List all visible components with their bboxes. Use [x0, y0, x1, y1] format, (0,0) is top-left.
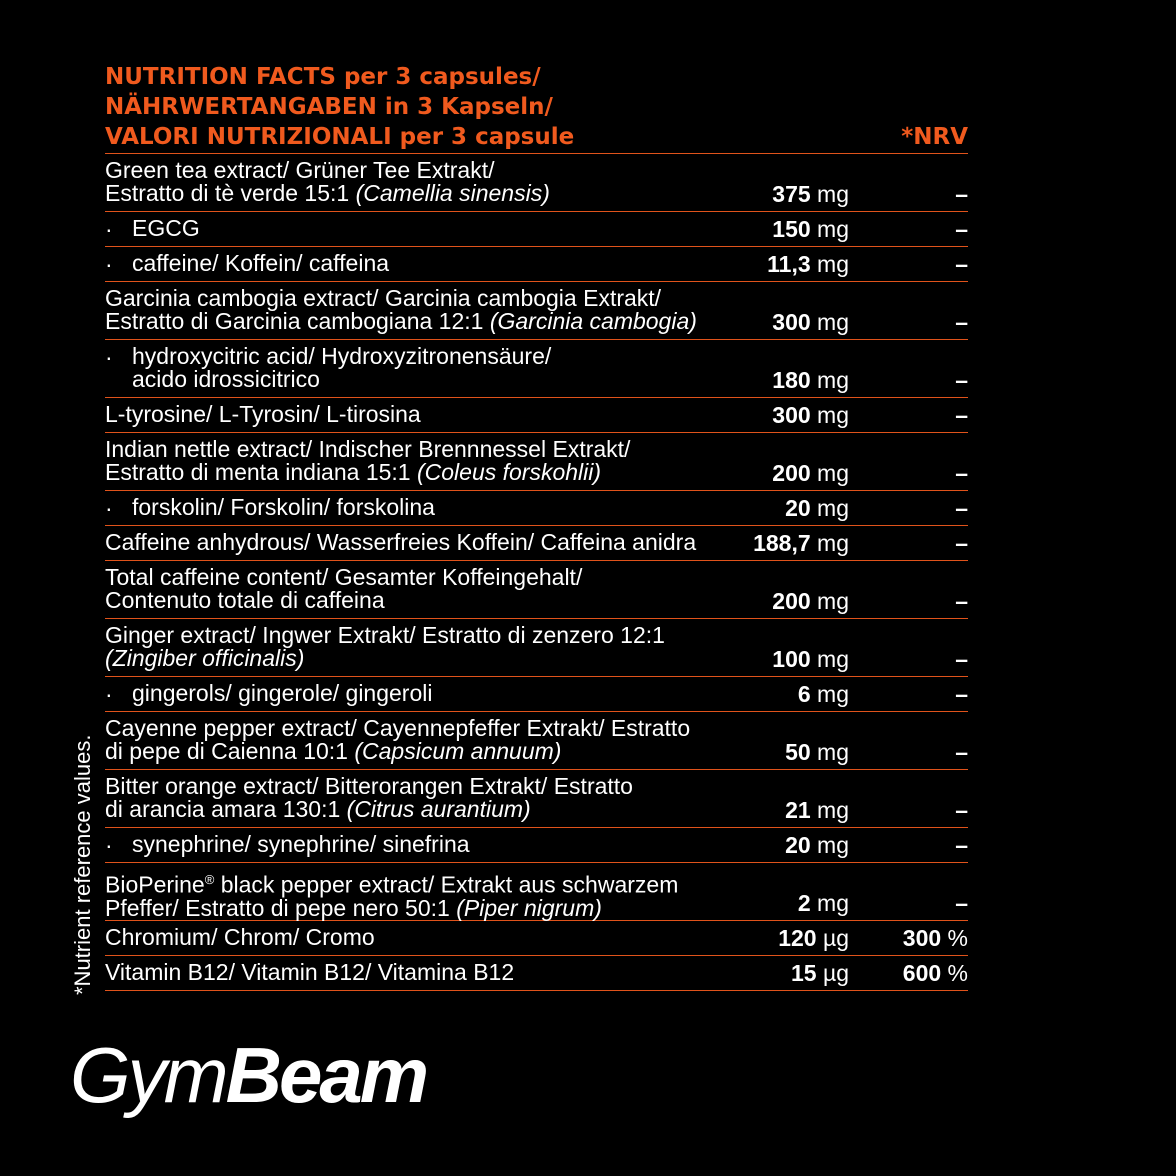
row-label: Green tea extract/ Grüner Tee Extrakt/ — [105, 157, 495, 183]
latin-name: (Zingiber officinalis) — [105, 645, 305, 671]
nrv-value: – — [955, 367, 968, 393]
amount: 6 mg — [797, 681, 849, 707]
row-label: BioPerine — [105, 871, 205, 898]
bullet: · — [105, 216, 113, 242]
nrv-value: – — [955, 890, 968, 916]
nutrition-table — [105, 153, 968, 991]
nrv-value: – — [955, 495, 968, 521]
amount: 11,3 mg — [767, 251, 849, 277]
row-label: acido idrossicitrico — [132, 366, 320, 392]
header-line-1: NUTRITION FACTS per 3 capsules/ — [105, 64, 541, 90]
table-row — [105, 154, 968, 212]
amount: 20 mg — [785, 495, 849, 521]
row-label: Contenuto totale di caffeina — [105, 587, 385, 613]
nrv-value: – — [955, 797, 968, 823]
row-label: black pepper extract/ Extrakt aus schwarzem — [214, 871, 679, 898]
logo-beam: Beam — [225, 1031, 427, 1119]
table-row — [105, 433, 968, 491]
table-row — [105, 956, 968, 991]
bullet: · — [105, 251, 113, 277]
nutrition-header — [105, 62, 968, 152]
bullet: · — [105, 681, 113, 707]
nrv-value: – — [955, 181, 968, 207]
amount: 188,7 mg — [753, 530, 849, 556]
amount: 20 mg — [785, 832, 849, 858]
header-line-2: NÄHRWERTANGABEN in 3 Kapseln/ — [105, 94, 553, 120]
table-row — [105, 561, 968, 619]
bullet: · — [105, 344, 113, 370]
table-row — [105, 712, 968, 770]
amount: 180 mg — [772, 367, 849, 393]
bullet: · — [105, 832, 113, 858]
gymbeam-logo — [70, 1030, 426, 1121]
latin-name: (Camellia sinensis) — [355, 180, 550, 206]
row-label: Cayenne pepper extract/ Cayennepfeffer Extrakt/ Estratto — [105, 715, 691, 741]
table-row — [105, 770, 968, 828]
row-label: Vitamin B12/ Vitamin B12/ Vitamina B12 — [105, 959, 515, 985]
latin-name: (Garcinia cambogia) — [489, 308, 697, 334]
table-row — [105, 863, 968, 921]
row-label: di arancia amara 130:1 — [105, 796, 347, 822]
nrv-value: – — [955, 739, 968, 765]
logo-gym: Gym — [70, 1031, 226, 1119]
row-label: Chromium/ Chrom/ Cromo — [105, 924, 375, 950]
nrv-column-header: *NRV — [901, 124, 968, 150]
registered-mark: ® — [204, 872, 215, 887]
amount: 15 µg — [790, 960, 849, 986]
table-row — [105, 921, 968, 956]
amount: 375 mg — [772, 181, 849, 207]
row-label: hydroxycitric acid/ Hydroxyzitronensäure/ — [132, 343, 552, 369]
amount: 150 mg — [772, 216, 849, 242]
amount: 200 mg — [772, 588, 849, 614]
row-label: Bitter orange extract/ Bitterorangen Extrakt/ Estratto — [105, 773, 633, 799]
nrv-value: – — [955, 309, 968, 335]
amount: 200 mg — [772, 460, 849, 486]
table-row — [105, 212, 968, 247]
latin-name: (Piper nigrum) — [456, 894, 602, 921]
nrv-value: – — [955, 402, 968, 428]
row-label: Garcinia cambogia extract/ Garcinia cambogia Extrakt/ — [105, 285, 662, 311]
latin-name: (Coleus forskohlii) — [416, 459, 602, 485]
amount: 120 µg — [778, 925, 849, 951]
table-row — [105, 340, 968, 398]
nrv-value: – — [955, 681, 968, 707]
nrv-value: – — [955, 646, 968, 672]
nrv-value: – — [955, 530, 968, 556]
table-row — [105, 282, 968, 340]
nrv-footnote: *Nutrient reference values. — [70, 734, 95, 995]
table-row — [105, 677, 968, 712]
header-line-3: VALORI NUTRIZIONALI per 3 capsule — [105, 124, 575, 150]
table-row — [105, 398, 968, 433]
bullet: · — [105, 495, 113, 521]
nrv-value: – — [955, 832, 968, 858]
table-row — [105, 526, 968, 561]
nrv-value: – — [955, 460, 968, 486]
row-label: Estratto di menta indiana 15:1 — [105, 459, 417, 485]
row-label: caffeine/ Koffein/ caffeina — [132, 250, 390, 276]
table-row — [105, 491, 968, 526]
row-label: Caffeine anhydrous/ Wasserfreies Koffein/ Caffeina anidra — [105, 529, 697, 555]
row-label: L-tyrosine/ L-Tyrosin/ L-tirosina — [105, 401, 421, 427]
row-label: Total caffeine content/ Gesamter Koffeingehalt/ — [105, 564, 583, 590]
amount: 100 mg — [772, 646, 849, 672]
nrv-value: – — [955, 216, 968, 242]
amount: 2 mg — [797, 890, 849, 916]
latin-name: (Citrus aurantium) — [346, 796, 531, 822]
row-label: Ginger extract/ Ingwer Extrakt/ Estratto di zenzero 12:1 — [105, 622, 665, 648]
row-label: gingerols/ gingerole/ gingeroli — [132, 680, 433, 706]
table-row — [105, 619, 968, 677]
amount: 21 mg — [785, 797, 849, 823]
latin-name: (Capsicum annuum) — [354, 738, 562, 764]
nrv-value: 600 % — [902, 960, 968, 986]
nrv-value: – — [955, 251, 968, 277]
table-row — [105, 828, 968, 863]
amount: 50 mg — [785, 739, 849, 765]
row-label: Estratto di tè verde 15:1 — [105, 180, 356, 206]
amount: 300 mg — [772, 309, 849, 335]
table-row — [105, 247, 968, 282]
row-label: di pepe di Caienna 10:1 — [105, 738, 355, 764]
row-label: synephrine/ synephrine/ sinefrina — [132, 831, 470, 857]
row-label: forskolin/ Forskolin/ forskolina — [132, 494, 435, 520]
nrv-value: 300 % — [902, 925, 968, 951]
row-label: EGCG — [132, 215, 200, 241]
row-label: Indian nettle extract/ Indischer Brennnessel Extrakt/ — [105, 436, 631, 462]
row-label: Pfeffer/ Estratto di pepe nero 50:1 — [105, 894, 457, 921]
nrv-value: – — [955, 588, 968, 614]
row-label: Estratto di Garcinia cambogiana 12:1 — [105, 308, 490, 334]
amount: 300 mg — [772, 402, 849, 428]
